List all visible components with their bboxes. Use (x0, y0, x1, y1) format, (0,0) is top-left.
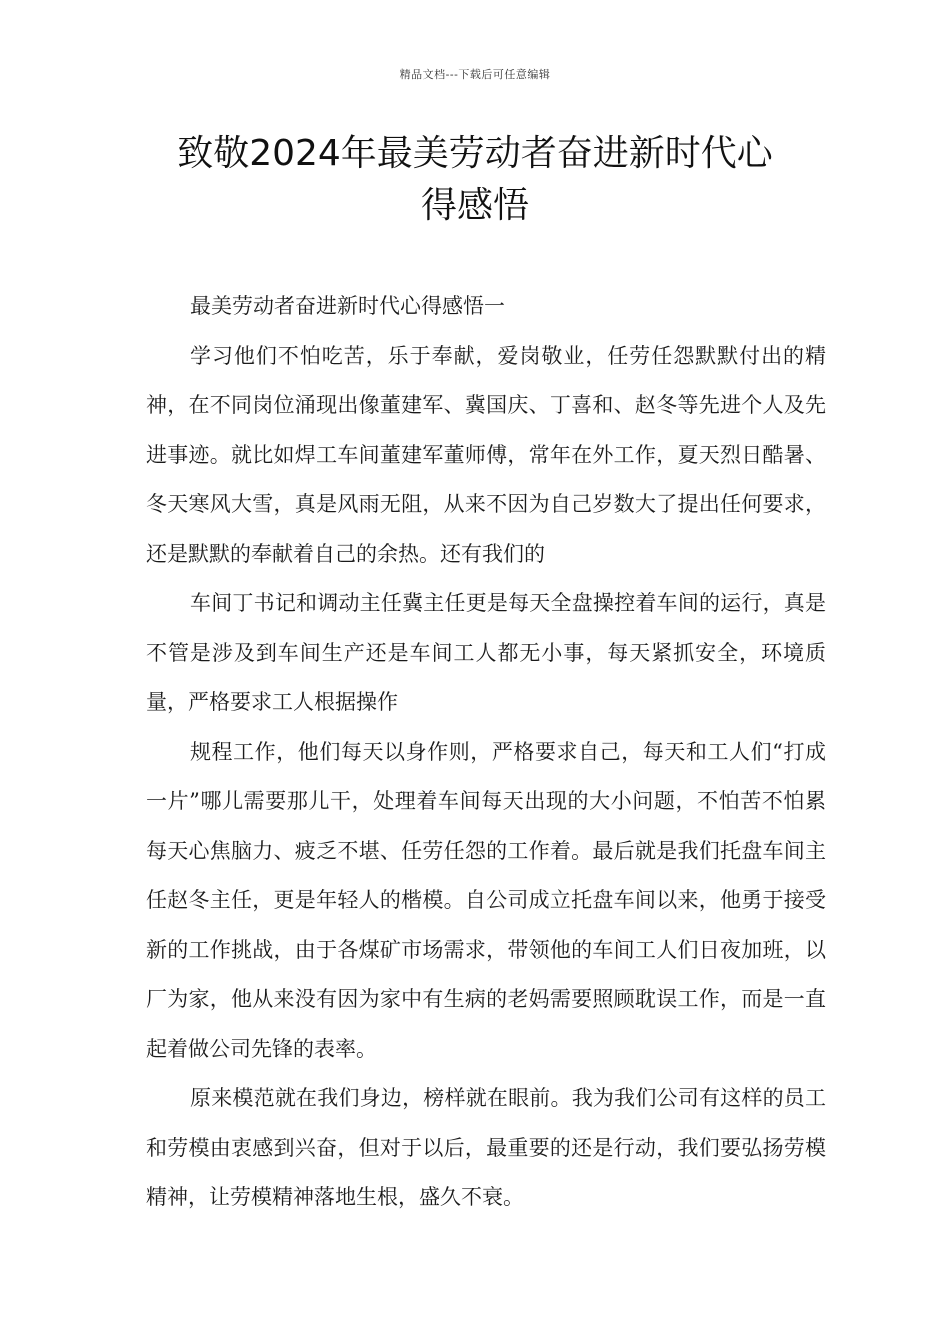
section-heading: 最美劳动者奋进新时代心得感悟一 (190, 294, 505, 318)
document-title (120, 128, 830, 232)
paragraph: 学习他们不怕吃苦，乐于奉献，爱岗敬业，任劳任怨默默付出的精神，在不同岗位涌现出像董建军、冀国庆、丁喜和、赵冬等先进个人及先进事迹。就比如焊工车间董建军董师傅，常年在外工作，夏天烈日酷暑、冬天寒风大雪，真是风雨无阻，从来不因为自己岁数大了提出任何要求，还是默默的奉献着自己的余热。还有我们的 (146, 343, 826, 566)
title-line-2: 得感悟 (420, 185, 529, 226)
paragraph: 原来模范就在我们身边，榜样就在眼前。我为我们公司有这样的员工和劳模由衷感到兴奋，但对于以后，最重要的还是行动，我们要弘扬劳模精神，让劳模精神落地生根，盛久不衰。 (146, 1086, 826, 1209)
header-note: 精品文档---下载后可任意编辑 (399, 68, 551, 81)
title-line-1: 致敬2024年最美劳动者奋进新时代心 (177, 133, 773, 174)
document-body (146, 282, 826, 1223)
paragraph: 车间丁书记和调动主任冀主任更是每天全盘操控着车间的运行，真是不管是涉及到车间生产还是车间工人都无小事，每天紧抓安全，环境质量，严格要求工人根据操作 (146, 591, 826, 714)
paragraph: 规程工作，他们每天以身作则，严格要求自己，每天和工人们“打成一片”哪儿需要那儿干，处理着车间每天出现的大小问题，不怕苦不怕累每天心焦脑力、疲乏不堪、任劳任怨的工作着。最后就是我们托盘车间主任赵冬主任，更是年轻人的楷模。自公司成立托盘车间以来，他勇于接受新的工作挑战，由于各煤矿市场需求，带领他的车间工人们日夜加班，以厂为家，他从来没有因为家中有生病的老妈需要照顾耽误工作，而是一直起着做公司先锋的表率。 (146, 739, 826, 1061)
